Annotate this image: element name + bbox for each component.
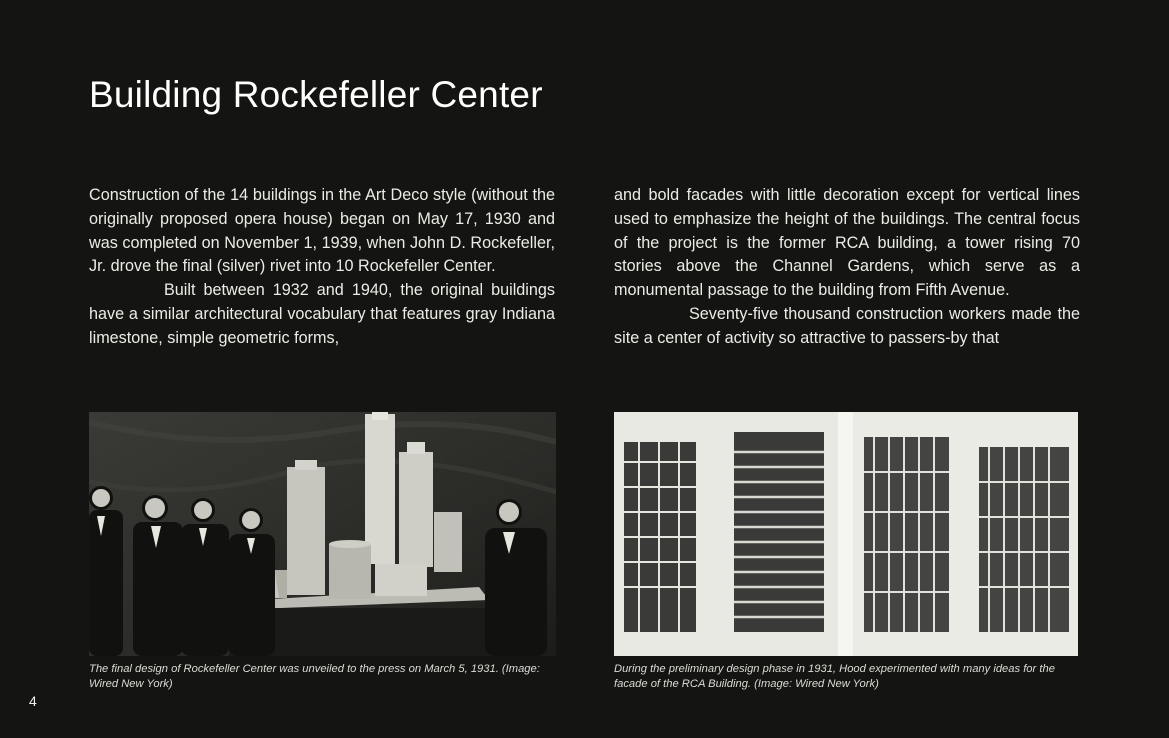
paragraph: and bold facades with little decoration except for vertical lines used to emphasize the height of the buildings. The central focus of the project is the former RCA building, a tower rising 70 stories above the Channel Gardens, which serve as a monumental passage to the building from Fifth Avenue. — [614, 186, 1080, 300]
body-column-right — [614, 184, 1080, 351]
paragraph: Seventy-five thousand construction workers made the site a center of activity so attractive to passers-by that — [614, 304, 1080, 347]
page-title: Building Rockefeller Center — [89, 74, 543, 115]
page-number: 4 — [29, 693, 37, 709]
facade-studies-photo — [614, 412, 1078, 656]
paragraph: Built between 1932 and 1940, the original buildings have a similar architectural vocabulary that features gray Indiana limestone, simple geometric forms, — [89, 281, 555, 347]
paragraph: Construction of the 14 buildings in the Art Deco style (without the originally proposed opera house) began on May 17, 1930 and was completed on November 1, 1939, when John D. Rockefeller, Jr. drove the final (silver) rivet into 10 Rockefeller Center. — [89, 186, 555, 276]
figure-caption: During the preliminary design phase in 1931, Hood experimented with many ideas for the facade of the RCA Building. (Image: Wired New York) — [614, 663, 1055, 690]
figure-caption: The final design of Rockefeller Center was unveiled to the press on March 5, 1931. (Image: Wired New York) — [89, 663, 540, 690]
model-unveiling-photo — [89, 412, 556, 656]
body-column-left — [89, 184, 555, 351]
